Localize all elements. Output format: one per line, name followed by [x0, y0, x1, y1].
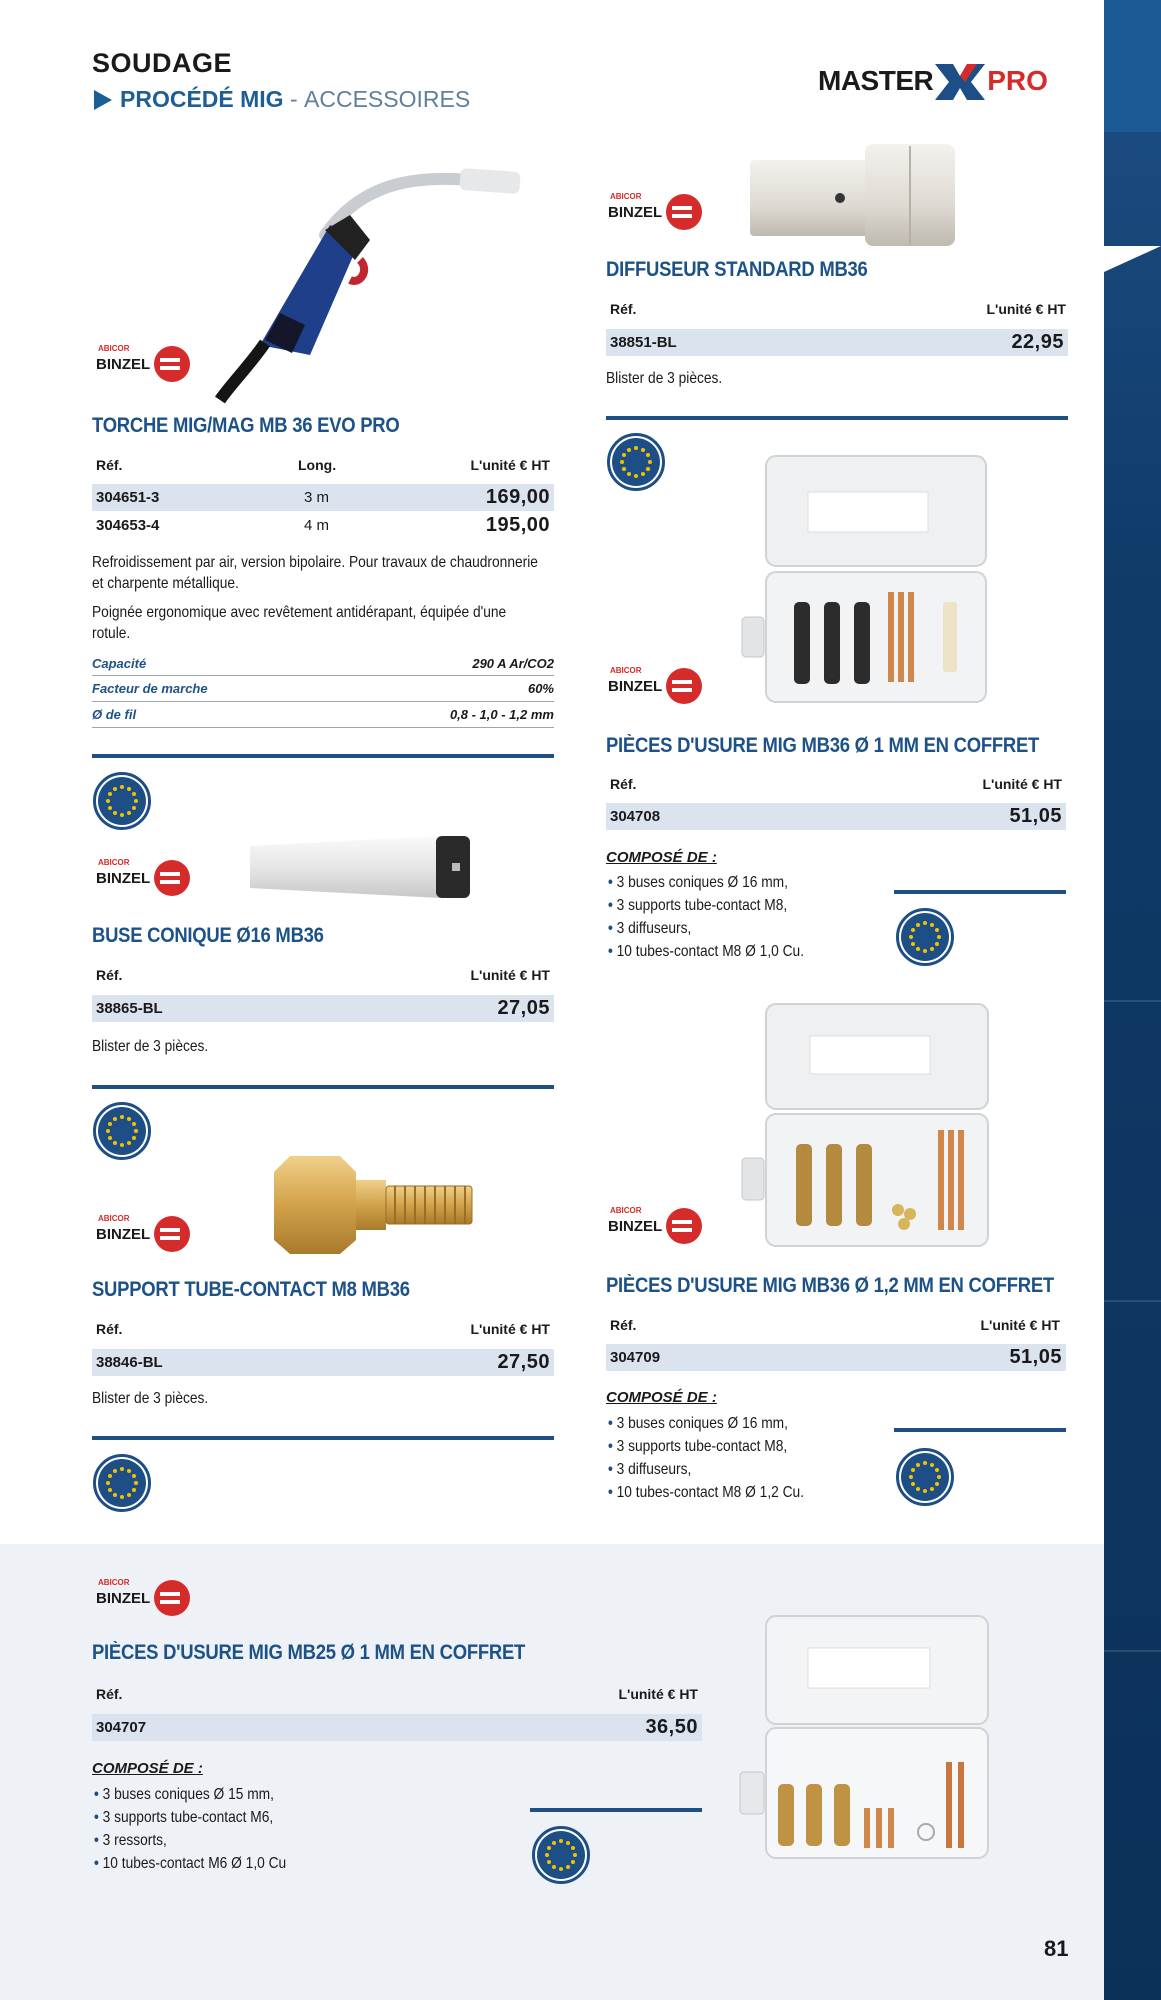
table-row: [92, 1714, 702, 1741]
list-item: • 3 buses coniques Ø 15 mm,: [94, 1783, 352, 1806]
torch-specs: [92, 654, 554, 728]
price-cell: 169,00: [485, 486, 550, 508]
list-item: • 3 ressorts,: [94, 1829, 352, 1852]
brand-name-text: BINZEL: [96, 1226, 151, 1243]
price-cell: 27,05: [497, 997, 550, 1019]
diffuseur-image: [740, 140, 960, 250]
support-brand-logo: [92, 1212, 196, 1261]
table-row: [606, 1344, 1066, 1371]
price-cell: 27,50: [497, 1351, 550, 1373]
logo-pro-text: PRO: [987, 65, 1048, 96]
masterpro-logo: [818, 56, 1048, 106]
table-row: [92, 1349, 554, 1376]
kit3-brand-logo: [92, 1576, 196, 1625]
ref-cell: 38846-BL: [96, 1354, 163, 1371]
ref-cell: 304709: [610, 1349, 661, 1366]
table-row: [606, 329, 1068, 356]
price-cell: 51,05: [1009, 1346, 1062, 1368]
diffuseur-brand-logo: [604, 190, 708, 239]
spec-value: 0,8 - 1,0 - 1,2 mm: [449, 707, 554, 722]
section-divider: [530, 1808, 702, 1812]
spec-value: 60%: [527, 681, 554, 696]
diffuseur-col-price: L'unité € HT: [986, 301, 1066, 317]
kit3-compose-label: COMPOSÉ DE :: [92, 1760, 203, 1777]
brand-top-text: ABICOR: [98, 344, 130, 353]
eu-flag-icon: [607, 433, 665, 491]
buse-image: [240, 832, 480, 902]
ref-cell: 304653-4: [96, 517, 160, 534]
eu-flag-icon: [93, 772, 151, 830]
subtitle-separator: -: [283, 86, 305, 112]
buse-col-price: L'unité € HT: [470, 967, 550, 983]
kit2-compose-label: COMPOSÉ DE :: [606, 1389, 717, 1406]
ref-cell: 304708: [610, 808, 661, 825]
section-subtitle: [94, 86, 470, 113]
section-divider: [92, 1436, 554, 1440]
kit1-title: PIÈCES D'USURE MIG MB36 Ø 1 MM EN COFFRET: [606, 734, 1040, 757]
section-divider: [92, 754, 554, 758]
ref-cell: 304707: [96, 1719, 147, 1736]
eu-flag-icon: [93, 1454, 151, 1512]
spec-row: [92, 702, 554, 728]
ref-cell: 38851-BL: [610, 334, 677, 351]
section-divider: [894, 1428, 1066, 1432]
torch-col-ref: Réf.: [96, 457, 123, 473]
ref-cell: 38865-BL: [96, 1000, 163, 1017]
kit1-contents-list: [608, 871, 866, 963]
kit1-col-ref: Réf.: [610, 776, 637, 792]
kit2-col-ref: Réf.: [610, 1317, 637, 1333]
kit2-brand-logo: [604, 1204, 708, 1253]
section-divider: [894, 890, 1066, 894]
support-desc: Blister de 3 pièces.: [92, 1390, 209, 1407]
table-row: [606, 803, 1066, 830]
support-title: SUPPORT TUBE-CONTACT M8 MB36: [92, 1278, 410, 1301]
kit3-title: PIÈCES D'USURE MIG MB25 Ø 1 MM EN COFFRET: [92, 1641, 526, 1664]
spec-label: Ø de fil: [92, 707, 137, 722]
kit1-brand-logo: [604, 664, 708, 713]
torch-desc-2: Poignée ergonomique avec revêtement antidérapant, équipée d'une rotule.: [92, 604, 507, 642]
support-col-ref: Réf.: [96, 1321, 123, 1337]
buse-desc: Blister de 3 pièces.: [92, 1038, 209, 1055]
torch-col-len: Long.: [298, 457, 337, 473]
brand-name-text: BINZEL: [608, 204, 663, 221]
kit3-contents-list: [94, 1783, 352, 1875]
brand-name-text: BINZEL: [96, 356, 151, 373]
section-title: SOUDAGE: [92, 48, 233, 78]
table-row: [92, 995, 554, 1022]
brand-name-text: BINZEL: [96, 1590, 151, 1607]
list-item: • 3 supports tube-contact M8,: [608, 894, 866, 917]
brand-top-text: ABICOR: [610, 666, 642, 675]
kit1-col-price: L'unité € HT: [982, 776, 1062, 792]
section-divider: [92, 1085, 554, 1089]
eu-flag-icon: [896, 908, 954, 966]
list-item: • 10 tubes-contact M8 Ø 1,2 Cu.: [608, 1481, 866, 1504]
brand-name-text: BINZEL: [96, 870, 151, 887]
brand-name-text: BINZEL: [608, 678, 663, 695]
list-item: • 3 diffuseurs,: [608, 1458, 866, 1481]
table-row: [92, 512, 554, 539]
torch-desc-1: Refroidissement par air, version bipolaire. Pour travaux de chaudronnerie et charpente métallique.: [92, 554, 538, 592]
support-col-price: L'unité € HT: [470, 1321, 550, 1337]
logo-master-text: MASTER: [818, 65, 934, 96]
price-cell: 195,00: [485, 514, 550, 536]
buse-title: BUSE CONIQUE Ø16 MB36: [92, 924, 324, 947]
torch-title: TORCHE MIG/MAG MB 36 EVO PRO: [92, 414, 400, 437]
kit2-col-price: L'unité € HT: [980, 1317, 1060, 1333]
torch-image: [210, 145, 560, 405]
eu-flag-icon: [93, 1102, 151, 1160]
kit1-case-image: [738, 452, 990, 708]
diffuseur-col-ref: Réf.: [610, 301, 637, 317]
list-item: • 3 buses coniques Ø 16 mm,: [608, 1412, 866, 1435]
brand-top-text: ABICOR: [98, 1214, 130, 1223]
list-item: • 3 diffuseurs,: [608, 917, 866, 940]
diffuseur-desc: Blister de 3 pièces.: [606, 370, 723, 387]
len-cell: 3 m: [304, 489, 330, 506]
list-item: • 3 buses coniques Ø 16 mm,: [608, 871, 866, 894]
spec-label: Capacité: [92, 656, 147, 671]
subtitle-light: ACCESSOIRES: [304, 86, 471, 112]
brand-name-text: BINZEL: [608, 1218, 663, 1235]
kit3-case-image: [736, 1612, 1002, 1864]
brand-top-text: ABICOR: [98, 1578, 130, 1587]
page-number: 81: [1044, 1936, 1069, 1961]
diffuseur-title: DIFFUSEUR STANDARD MB36: [606, 258, 868, 281]
eu-flag-icon: [532, 1826, 590, 1884]
price-cell: 51,05: [1009, 805, 1062, 827]
list-item: • 3 supports tube-contact M8,: [608, 1435, 866, 1458]
brand-top-text: ABICOR: [610, 192, 642, 201]
torch-col-price: L'unité € HT: [470, 457, 550, 473]
star-logo-icon: [935, 56, 985, 106]
kit2-contents-list: [608, 1412, 866, 1504]
spec-value: 290 A Ar/CO2: [472, 656, 554, 671]
eu-flag-icon: [896, 1448, 954, 1506]
play-arrow-icon: [94, 90, 112, 110]
subtitle-main: PROCÉDÉ MIG: [120, 86, 284, 112]
list-item: • 3 supports tube-contact M6,: [94, 1806, 352, 1829]
list-item: • 10 tubes-contact M8 Ø 1,0 Cu.: [608, 940, 866, 963]
buse-brand-logo: [92, 856, 196, 905]
kit3-col-ref: Réf.: [96, 1686, 123, 1702]
kit3-col-price: L'unité € HT: [618, 1686, 698, 1702]
brand-top-text: ABICOR: [98, 858, 130, 867]
side-band: [1104, 0, 1161, 2000]
price-cell: 22,95: [1011, 331, 1064, 353]
len-cell: 4 m: [304, 517, 330, 534]
list-item: • 10 tubes-contact M6 Ø 1,0 Cu: [94, 1852, 352, 1875]
table-row: [92, 484, 554, 511]
price-cell: 36,50: [645, 1716, 698, 1738]
ref-cell: 304651-3: [96, 489, 160, 506]
kit2-title: PIÈCES D'USURE MIG MB36 Ø 1,2 MM EN COFFRET: [606, 1274, 1054, 1297]
section-divider: [606, 416, 1068, 420]
side-band-notch: [1104, 246, 1161, 272]
support-image: [270, 1150, 480, 1260]
torch-brand-logo: [92, 342, 196, 391]
brand-top-text: ABICOR: [610, 1206, 642, 1215]
spec-row: [92, 654, 554, 676]
spec-row: [92, 676, 554, 702]
side-band-tab: [1104, 0, 1161, 132]
spec-label: Facteur de marche: [92, 681, 208, 696]
kit2-case-image: [738, 1000, 1000, 1252]
buse-col-ref: Réf.: [96, 967, 123, 983]
kit1-compose-label: COMPOSÉ DE :: [606, 849, 717, 866]
